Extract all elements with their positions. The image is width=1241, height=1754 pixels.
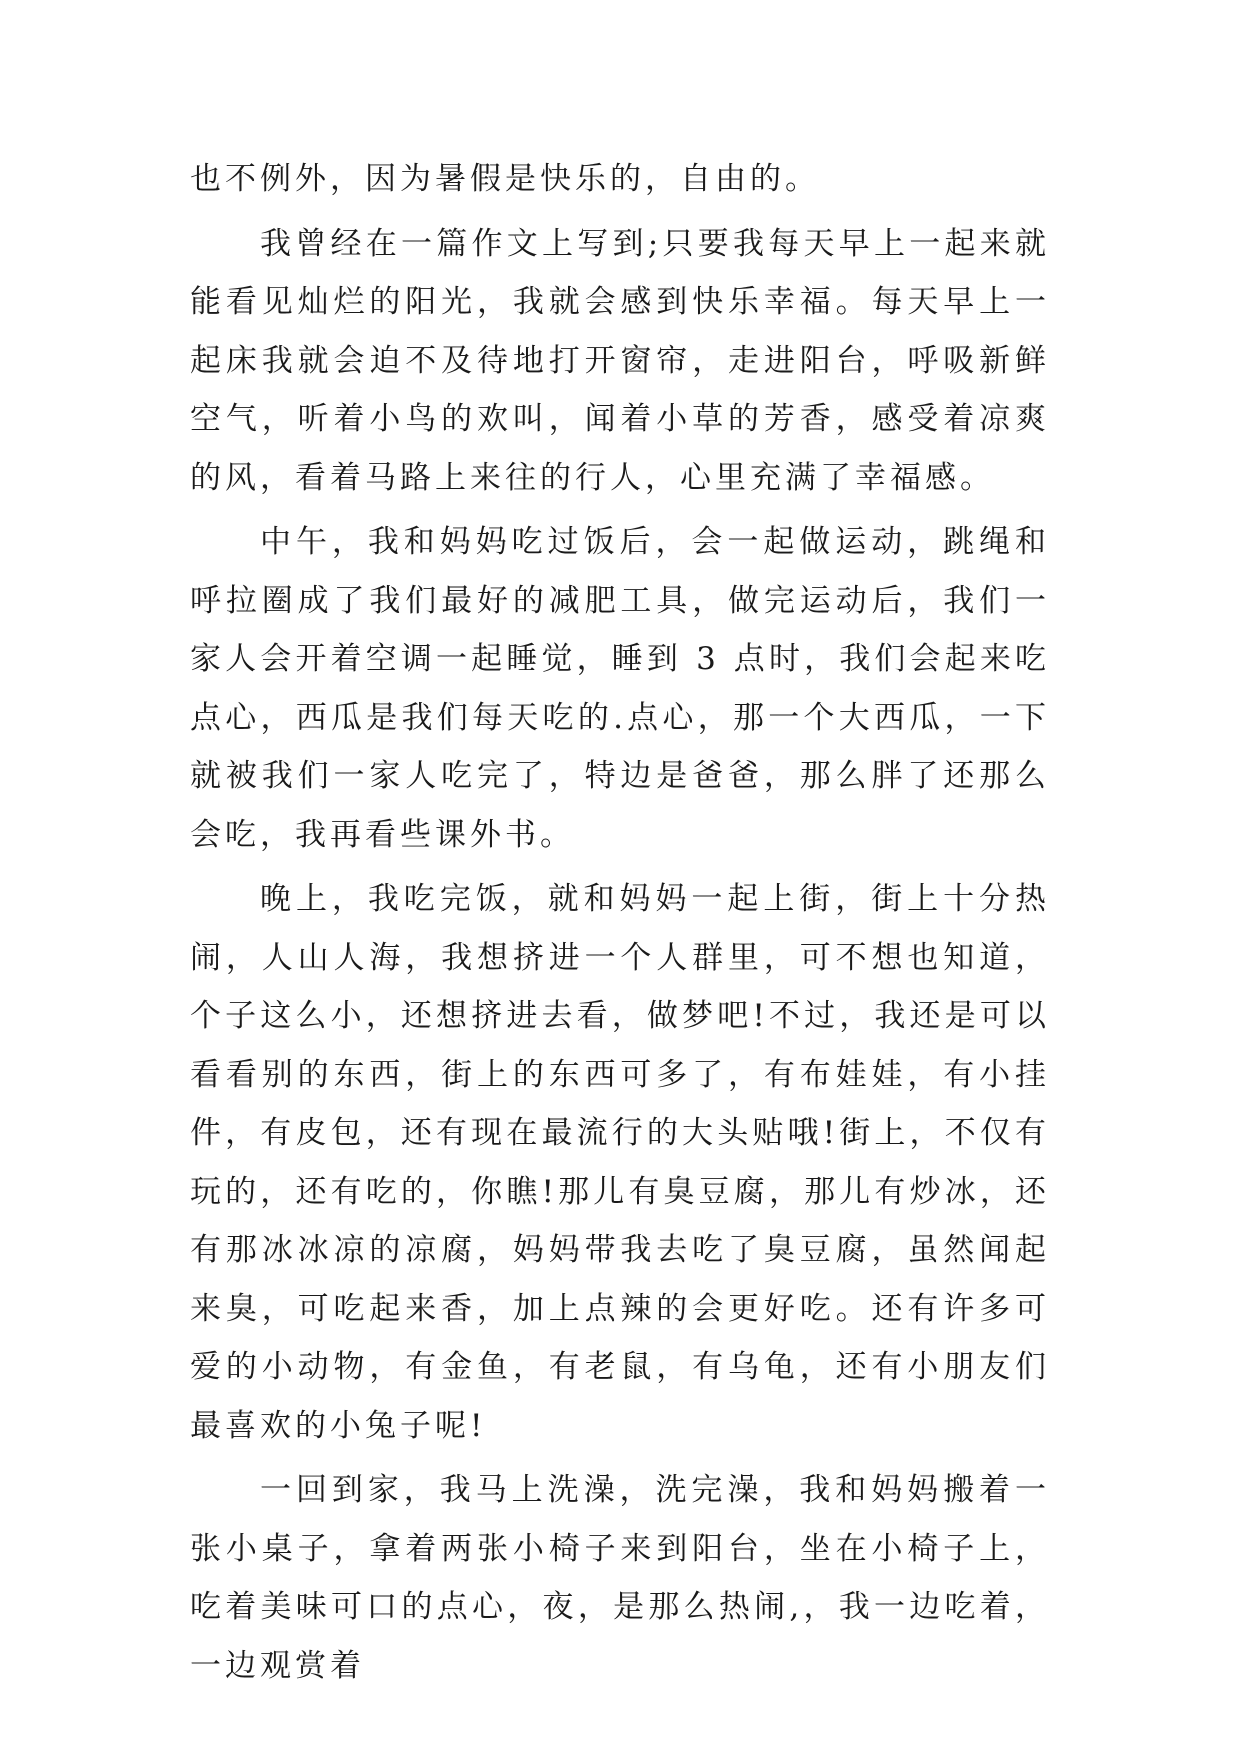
document-body	[190, 150, 1050, 1695]
paragraph-4: 晚上，我吃完饭，就和妈妈一起上街，街上十分热闹，人山人海，我想挤进一个人群里，可不想也知道，个子这么小，还想挤进去看，做梦吧!不过，我还是可以看看别的东西，街上的东西可多了，有布娃娃，有小挂件，有皮包，还有现在最流行的大头贴哦!街上，不仅有玩的，还有吃的，你瞧!那儿有臭豆腐，那儿有炒冰，还有那冰冰凉的凉腐，妈妈带我去吃了臭豆腐，虽然闻起来臭，可吃起来香，加上点辣的会更好吃。还有许多可爱的小动物，有金鱼，有老鼠，有乌龟，还有小朋友们最喜欢的小兔子呢!	[190, 881, 1050, 1444]
paragraph-2: 我曾经在一篇作文上写到;只要我每天早上一起来就能看见灿烂的阳光，我就会感到快乐幸福。每天早上一起床我就会迫不及待地打开窗帘，走进阳台，呼吸新鲜空气，听着小鸟的欢叫，闻着小草的芳香，感受着凉爽的风，看着马路上来往的行人，心里充满了幸福感。	[190, 225, 1050, 496]
paragraph-1: 也不例外，因为暑假是快乐的，自由的。	[190, 161, 820, 197]
paragraph-5: 一回到家，我马上洗澡，洗完澡，我和妈妈搬着一张小桌子，拿着两张小椅子来到阳台，坐在小椅子上，吃着美味可口的点心，夜，是那么热闹,，我一边吃着，一边观赏着	[190, 1472, 1050, 1684]
paragraph-3: 中午，我和妈妈吃过饭后，会一起做运动，跳绳和呼拉圈成了我们最好的减肥工具，做完运动后，我们一家人会开着空调一起睡觉，睡到 3 点时，我们会起来吃点心，西瓜是我们每天吃的.点心，那一个大西瓜，一下就被我们一家人吃完了，特边是爸爸，那么胖了还那么会吃，我再看些课外书。	[190, 524, 1050, 853]
